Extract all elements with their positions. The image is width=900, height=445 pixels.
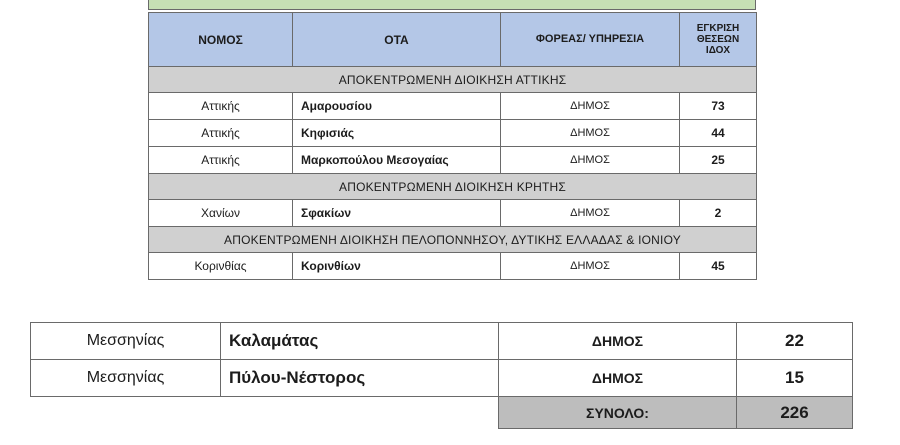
header-egkrisi-line2: ΘΕΣΕΩΝ <box>696 34 740 45</box>
cell-value: 15 <box>737 360 853 397</box>
cell-foreas: ΔΗΜΟΣ <box>501 120 680 147</box>
cell-nomos: Κορινθίας <box>149 253 293 280</box>
continuation-table <box>30 322 853 429</box>
total-label: ΣΥΝΟΛΟ: <box>499 397 737 429</box>
header-ota: ΟΤΑ <box>293 13 501 67</box>
cell-value: 2 <box>680 200 757 227</box>
cell-foreas: ΔΗΜΟΣ <box>501 253 680 280</box>
cell-value: 22 <box>737 323 853 360</box>
cell-ota: Μαρκοπούλου Μεσογαίας <box>293 147 501 174</box>
cell-ota: Πύλου-Νέστορος <box>221 360 499 397</box>
header-egkrisi <box>680 13 757 67</box>
cell-value: 44 <box>680 120 757 147</box>
cell-ota: Κορινθίων <box>293 253 501 280</box>
cell-nomos: Χανίων <box>149 200 293 227</box>
table-header-row <box>149 13 757 67</box>
table-row <box>149 200 757 227</box>
table-row <box>31 323 853 360</box>
region-row <box>149 174 757 200</box>
header-nomos: ΝΟΜΟΣ <box>149 13 293 67</box>
region-row <box>149 67 757 93</box>
cell-nomos: Αττικής <box>149 120 293 147</box>
total-value: 226 <box>737 397 853 429</box>
cell-foreas: ΔΗΜΟΣ <box>499 360 737 397</box>
cell-nomos: Μεσσηνίας <box>31 323 221 360</box>
cell-value: 25 <box>680 147 757 174</box>
cell-nomos: Αττικής <box>149 93 293 120</box>
header-foreas: ΦΟΡΕΑΣ/ ΥΠΗΡΕΣΙΑ <box>501 13 680 67</box>
table-row <box>149 147 757 174</box>
blank-cell <box>221 397 499 429</box>
cell-ota: Καλαμάτας <box>221 323 499 360</box>
region-title: ΑΠΟΚΕΝΤΡΩΜΕΝΗ ΔΙΟΙΚΗΣΗ ΠΕΛΟΠΟΝΝΗΣΟΥ, ΔΥΤΙΚΗΣ ΕΛΛΑΔΑΣ & ΙΟΝΙΟΥ <box>149 227 757 253</box>
cell-value: 73 <box>680 93 757 120</box>
table-row <box>149 93 757 120</box>
cell-nomos: Μεσσηνίας <box>31 360 221 397</box>
table-top-green-strip <box>148 0 756 10</box>
header-egkrisi-line3: ΙΔΟΧ <box>705 45 731 56</box>
blank-cell <box>31 397 221 429</box>
table-row <box>149 253 757 280</box>
table-row <box>149 120 757 147</box>
cell-foreas: ΔΗΜΟΣ <box>501 147 680 174</box>
region-row <box>149 227 757 253</box>
cell-ota: Αμαρουσίου <box>293 93 501 120</box>
positions-table <box>148 12 757 280</box>
cell-ota: Κηφισιάς <box>293 120 501 147</box>
total-row <box>31 397 853 429</box>
cell-value: 45 <box>680 253 757 280</box>
cell-foreas: ΔΗΜΟΣ <box>501 93 680 120</box>
region-title: ΑΠΟΚΕΝΤΡΩΜΕΝΗ ΔΙΟΙΚΗΣΗ ΚΡΗΤΗΣ <box>149 174 757 200</box>
cell-foreas: ΔΗΜΟΣ <box>499 323 737 360</box>
cell-ota: Σφακίων <box>293 200 501 227</box>
region-title: ΑΠΟΚΕΝΤΡΩΜΕΝΗ ΔΙΟΙΚΗΣΗ ΑΤΤΙΚΗΣ <box>149 67 757 93</box>
table-row <box>31 360 853 397</box>
cell-foreas: ΔΗΜΟΣ <box>501 200 680 227</box>
cell-nomos: Αττικής <box>149 147 293 174</box>
header-egkrisi-line1: ΕΓΚΡΙΣΗ <box>696 23 740 34</box>
